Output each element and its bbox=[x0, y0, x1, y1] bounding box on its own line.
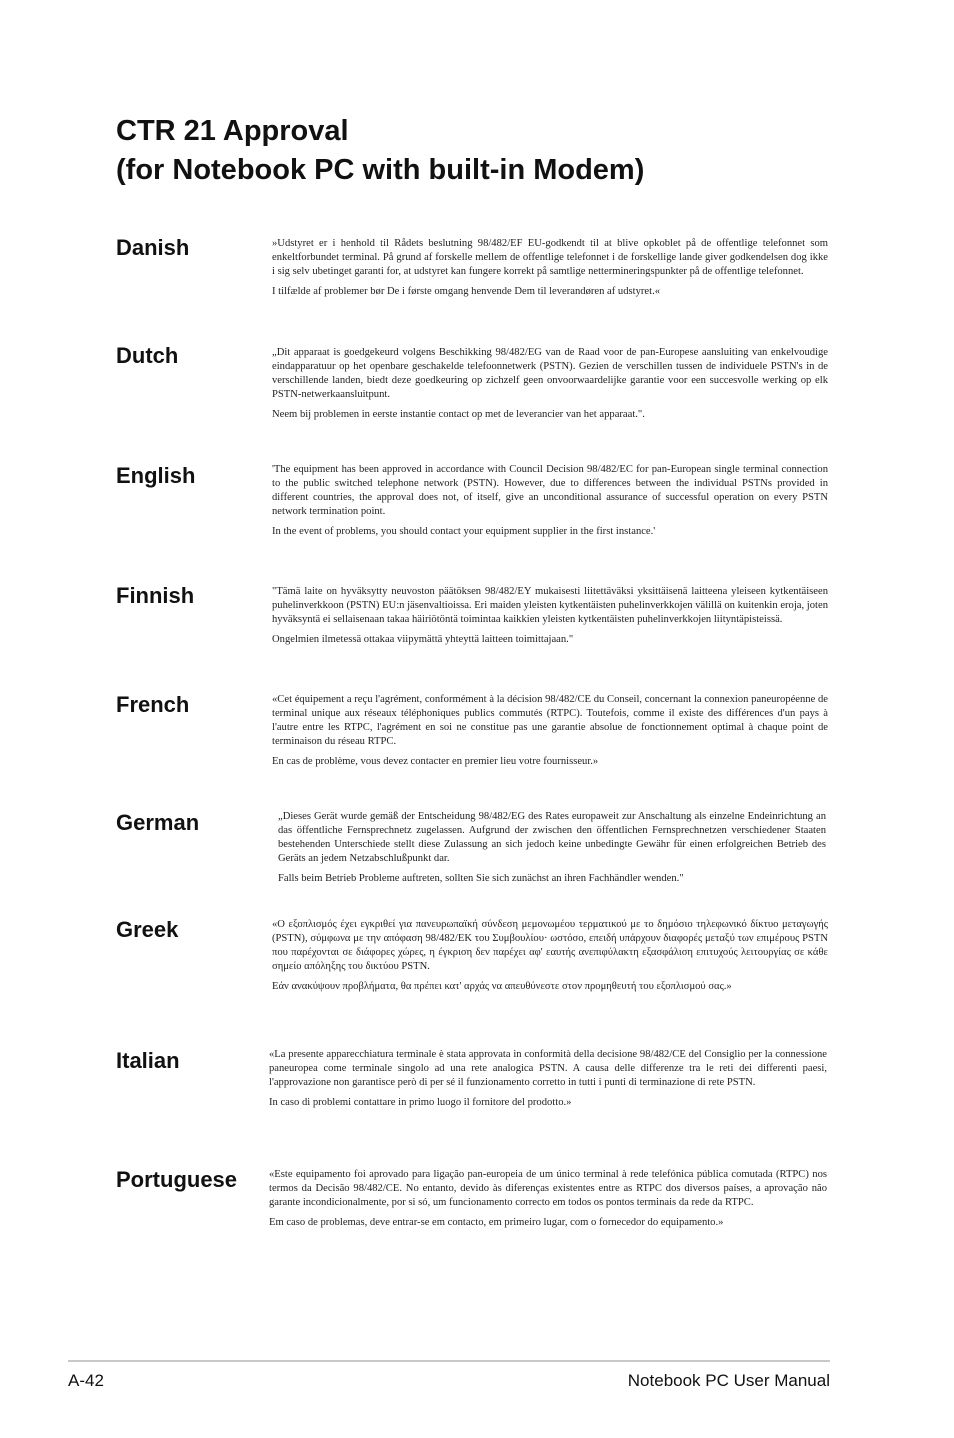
language-heading: Portuguese bbox=[116, 1167, 238, 1192]
footer-divider bbox=[68, 1360, 830, 1362]
approval-statement bbox=[272, 693, 828, 775]
statement-paragraph: Ongelmien ilmetessä ottakaa viipymättä yhteyttä laitteen toimittajaan." bbox=[272, 634, 574, 645]
statement-paragraph: „Dieses Gerät wurde gemäß der Entscheidung 98/482/EG des Rates europaweit zur Anschaltung als einzelne Endeinrichtung an das öffentliche Fernsprechnetz zugelassen. Aufgrund der zwischen den öffentlichen Fernsprechnetzen verschiedener Staaten bestehenden Unterschiede stellt diese Zulassung an sich jedoch keine unbedingte Gewähr für einen erfolgreichen Betrieb des Geräts an jedem Netzabschlußpunkt dar. bbox=[278, 811, 826, 864]
language-heading: German bbox=[116, 810, 200, 835]
statement-paragraph: I tilfælde af problemer bør De i første omgang henvende Dem til leverandøren af udstyret.« bbox=[272, 286, 661, 297]
language-heading: English bbox=[116, 463, 196, 488]
statement-paragraph: „Dit apparaat is goedgekeurd volgens Beschikking 98/482/EG van de Raad voor de pan-Europese aansluiting van enkelvoudige eindapparatuur op het openbare geschakelde telefoonnetwerk (PSTN). Gezien de verschillen tussen de individuele PSTN's in de verschillende landen, biedt deze goedkeuring op zichzelf geen onvoorwaardelijke garantie voor een succesvolle werking op elk PSTN-netwerkaansluitpunt. bbox=[272, 347, 828, 400]
page-title bbox=[116, 112, 876, 190]
approval-statement bbox=[272, 585, 828, 653]
language-heading: Danish bbox=[116, 235, 190, 260]
statement-paragraph: »Udstyret er i henhold til Rådets beslutning 98/482/EF EU-godkendt til at blive opkoblet på de offentlige telefonnet som enkeltforbundet terminal. På grund af forskelle mellem de offentlige telefonnet i de forskellige lande giver godkendelsen dog ikke i sig selv ubetinget garanti for, at udstyret kan fungere korrekt på samtlige nettermineringspunkter på de offentlige telefonnet. bbox=[272, 238, 828, 277]
statement-paragraph: Εάν ανακύψουν προβλήματα, θα πρέπει κατ' αρχάς να απευθύνεστε στον προμηθευτή του εξοπλισμού σας.» bbox=[272, 981, 732, 992]
statement-paragraph: En cas de problème, vous devez contacter en premier lieu votre fournisseur.» bbox=[272, 756, 599, 767]
approval-statement bbox=[272, 346, 828, 428]
page-number: A-42 bbox=[68, 1371, 104, 1390]
statement-paragraph: Falls beim Betrieb Probleme auftreten, sollten Sie sich zunächst an ihren Fachhändler wenden." bbox=[278, 873, 684, 884]
statement-paragraph: 'The equipment has been approved in accordance with Council Decision 98/482/EC for pan-European single terminal connection to the public switched telephone network (PSTN). However, due to differences between the individual PSTNs provided in different countries, the approval does not, of itself, give an unconditional assurance of successful operation on every PSTN network termination point. bbox=[272, 464, 828, 517]
language-heading: Finnish bbox=[116, 583, 195, 608]
statement-paragraph: Em caso de problemas, deve entrar-se em contacto, em primeiro lugar, com o fornecedor do equipamento.» bbox=[269, 1217, 724, 1228]
language-heading: Italian bbox=[116, 1048, 180, 1073]
language-heading: Dutch bbox=[116, 343, 179, 368]
statement-paragraph: «Cet équipement a reçu l'agrément, conformément à la décision 98/482/CE du Conseil, concernant la connexion paneuropéenne de terminal unique aux réseaux téléphoniques publics commutés (RTPC). Toutefois, comme il existe des différences d'un pays à l'autre entre les RTPC, l'agrément en soi ne constitue pas une garantie absolue de fonctionnement optimal à chaque point de terminaison du réseau RTPC. bbox=[272, 694, 828, 747]
approval-statement bbox=[278, 810, 826, 892]
statement-paragraph: «Este equipamento foi aprovado para ligação pan-europeia de um único terminal à rede telefónica pública comutada (RTPC) nos termos da Decisão 98/482/CE. No entanto, devido às diferenças existentes entre as RTPC dos diversos países, a aprovação não garante incondicionalmente, por si só, um funcionamento correcto em todos os pontos terminais da rede da RTPC. bbox=[269, 1169, 827, 1208]
statement-paragraph: In caso di problemi contattare in primo luogo il fornitore del prodotto.» bbox=[269, 1097, 572, 1108]
page-title-line-1: CTR 21 Approval bbox=[116, 115, 349, 147]
approval-statement bbox=[272, 237, 828, 305]
manual-title: Notebook PC User Manual bbox=[627, 1371, 830, 1390]
statement-paragraph: «La presente apparecchiatura terminale è stata approvata in conformità della decisione 98/482/CE del Consiglio per la connessione paneuropea come terminale singolo ad una rete analogica PSTN. A causa delle differenze tra le reti dei differenti paesi, l'approvazione non garantisce però di per sé il funzionamento corretto in tutti i punti di terminazione di rete PSTN. bbox=[269, 1049, 827, 1088]
statement-paragraph: "Tämä laite on hyväksytty neuvoston päätöksen 98/482/EY mukaisesti liitettäväksi yksittäisenä laitteena yleiseen kytkentäiseen puhelinverkkoon (PSTN) EU:n jäsenvaltioissa. Eri maiden yleisten kytkentäisten puhelinverkkojen välillä on kuitenkin eroja, joten hyväksyntä ei sellaisenaan takaa häiriötöntä toimintaa kaikkien yleisten kytkentäisten puhelinverkkojen liityntäpisteissä. bbox=[272, 586, 828, 625]
statement-paragraph: «Ο εξοπλισμός έχει εγκριθεί για πανευρωπαϊκή σύνδεση μεμονωμέου τερματικού με το δημόσιο τηλεφωνικό δίκτυο μεταγωγής (PSTN), σύμφωνα με την απόφαση 98/482/ΕΚ του Συμβουλίου· ωστόσο, επειδή υπάρχουν διαφορές μεταξύ των επιμέρους PSTN που παρέχονται σε διάφορες χώρες, η έγκριση δεν παρέχει αφ' εαυτής ανεπιφύλακτη εξασφάλιση επιτυχούς λειτουργίας σε κάθε σημείο απόληξης του δικτύου PSTN. bbox=[272, 919, 828, 972]
approval-statement bbox=[269, 1048, 827, 1116]
approval-statement bbox=[269, 1168, 827, 1236]
approval-statement bbox=[272, 463, 828, 545]
approval-statement bbox=[272, 918, 828, 1000]
language-heading: French bbox=[116, 692, 190, 717]
statement-paragraph: Neem bij problemen in eerste instantie contact op met de leverancier van het apparaat.". bbox=[272, 409, 645, 420]
statement-paragraph: In the event of problems, you should contact your equipment supplier in the first instance.' bbox=[272, 526, 656, 537]
page-title-line-2: (for Notebook PC with built-in Modem) bbox=[116, 154, 645, 186]
language-heading: Greek bbox=[116, 917, 179, 942]
